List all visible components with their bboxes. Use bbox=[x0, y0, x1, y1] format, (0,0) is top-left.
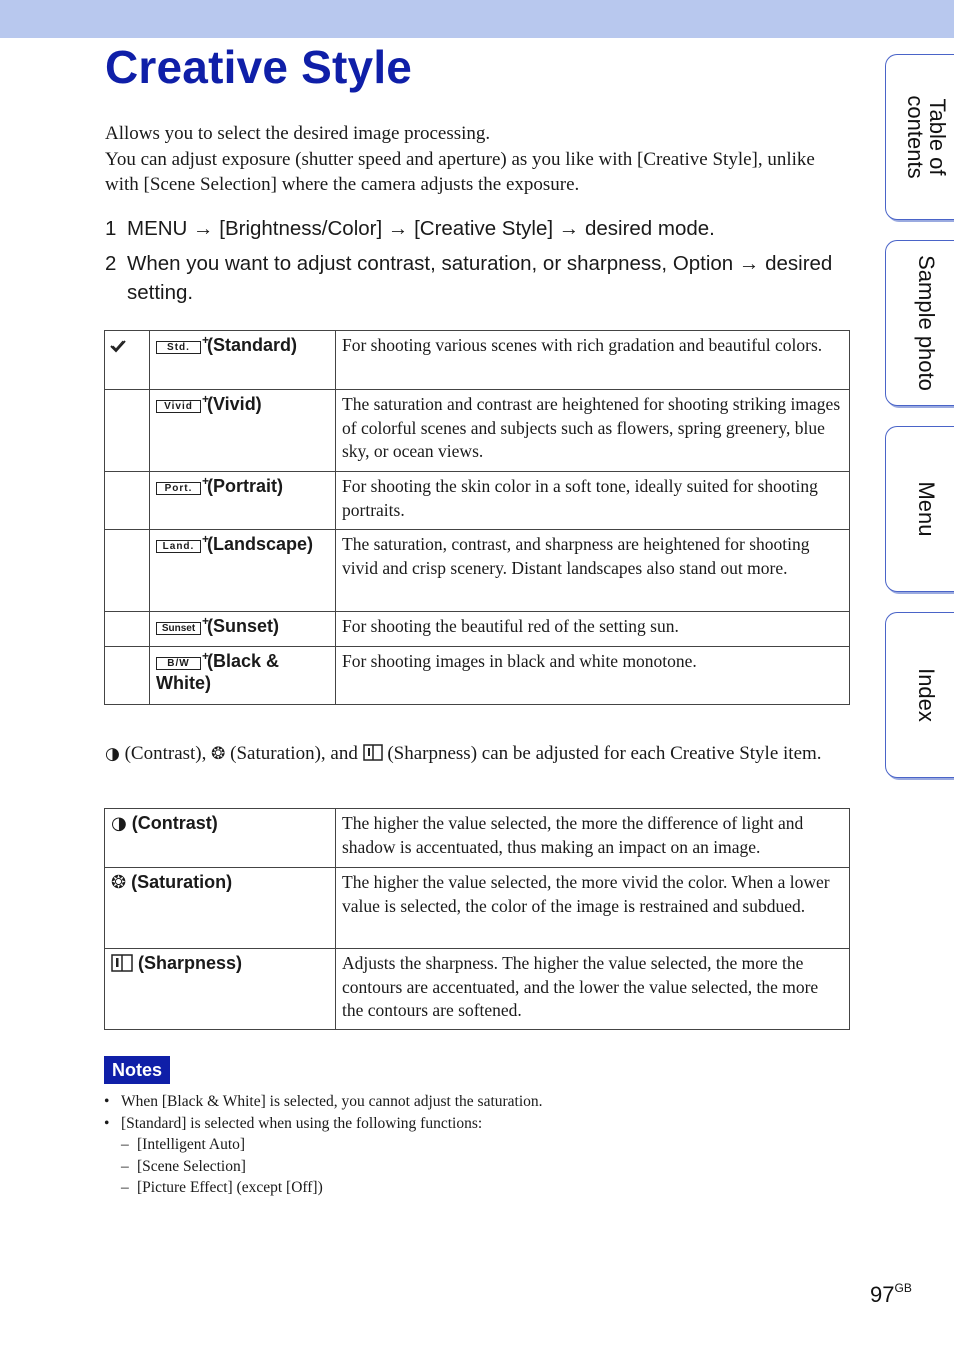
dash: – bbox=[121, 1179, 129, 1196]
note-text: When [Black & White] is selected, you cannot adjust the saturation. bbox=[121, 1093, 543, 1110]
check-icon bbox=[110, 340, 126, 357]
table-row bbox=[105, 868, 850, 949]
notes-list bbox=[104, 1091, 844, 1199]
empty-cell bbox=[105, 612, 150, 647]
adjust-name-cell bbox=[105, 868, 336, 949]
step-number: 1 bbox=[105, 217, 117, 240]
intro-text bbox=[105, 121, 845, 198]
style-description: For shooting various scenes with rich gradation and beautiful colors. bbox=[336, 331, 850, 390]
style-name-cell bbox=[150, 472, 336, 530]
creative-style-table bbox=[104, 330, 850, 705]
tab-label: Sample photo bbox=[913, 255, 939, 391]
contrast-icon: ◑ bbox=[111, 813, 127, 834]
sharpness-icon bbox=[111, 953, 138, 973]
table-row bbox=[105, 612, 850, 647]
table-row bbox=[105, 390, 850, 472]
tab-menu[interactable] bbox=[885, 426, 954, 592]
contrast-icon: ◑ bbox=[105, 744, 120, 764]
sub-list-item bbox=[104, 1134, 844, 1156]
style-description: For shooting the beautiful red of the setting sun. bbox=[336, 612, 850, 647]
steps-list bbox=[105, 214, 845, 313]
table-row bbox=[105, 472, 850, 530]
bullet: • bbox=[104, 1093, 110, 1110]
adjust-description: Adjusts the sharpness. The higher the value selected, the more the contours are accentuated, and the lower the value selected, the more the contours are softened. bbox=[336, 949, 850, 1030]
step-text: MENU → [Brightness/Color] → [Creative Style] → desired mode. bbox=[127, 217, 715, 240]
tab-label: Table of contents bbox=[902, 95, 950, 179]
intro-line: You can adjust exposure (shutter speed and aperture) as you like with [Creative Style], unlike with [Scene Selection] where the camera adjusts the exposure. bbox=[105, 148, 815, 195]
adjust-name-cell bbox=[105, 809, 336, 868]
saturation-icon: ❂ bbox=[211, 744, 226, 764]
style-name-cell bbox=[150, 647, 336, 705]
standard-mode-icon: Std. + bbox=[156, 341, 201, 354]
sub-note-text: [Intelligent Auto] bbox=[137, 1136, 246, 1153]
page-number-suffix: GB bbox=[894, 1281, 912, 1295]
adjust-name-cell bbox=[105, 949, 336, 1030]
adjust-intro-part: (Sharpness) can be adjusted for each Creative Style item. bbox=[387, 743, 822, 764]
style-name-cell bbox=[150, 612, 336, 647]
sharpness-icon bbox=[363, 743, 388, 764]
tab-label: Menu bbox=[913, 481, 939, 537]
list-item bbox=[104, 1091, 844, 1113]
adjust-label: (Sharpness) bbox=[138, 953, 243, 973]
step-number: 2 bbox=[105, 252, 117, 275]
adjust-intro bbox=[105, 741, 845, 768]
table-row bbox=[105, 530, 850, 612]
tab-index[interactable] bbox=[885, 612, 954, 778]
adjust-intro-part: (Saturation), and bbox=[230, 743, 358, 764]
tab-label: Index bbox=[913, 668, 939, 722]
adjust-description: The higher the value selected, the more the difference of light and shadow is accentuated, thus making an impact on an image. bbox=[336, 809, 850, 868]
table-row bbox=[105, 949, 850, 1030]
notes-heading: Notes bbox=[104, 1056, 170, 1084]
style-description: The saturation and contrast are heightened for shooting striking images of colorful scenes and subjects such as flowers, spring greenery, blue sky, or ocean views. bbox=[336, 390, 850, 472]
step-2 bbox=[105, 249, 845, 307]
tab-sample-photo[interactable] bbox=[885, 240, 954, 406]
style-label: (Black & White) bbox=[156, 651, 280, 693]
table-row bbox=[105, 809, 850, 868]
sub-list-item bbox=[104, 1156, 844, 1178]
dash: – bbox=[121, 1136, 129, 1153]
style-label: (Vivid) bbox=[207, 394, 262, 414]
page-number bbox=[870, 1281, 912, 1308]
style-label: (Sunset) bbox=[207, 616, 279, 636]
bullet: • bbox=[104, 1114, 110, 1132]
empty-cell bbox=[105, 530, 150, 612]
list-item bbox=[104, 1113, 844, 1135]
empty-cell bbox=[105, 647, 150, 705]
adjust-label: (Contrast) bbox=[131, 813, 218, 833]
empty-cell bbox=[105, 472, 150, 530]
style-description: The saturation, contrast, and sharpness are heightened for shooting vivid and crisp scenery. Distant landscapes also stand out more. bbox=[336, 530, 850, 612]
adjust-description: The higher the value selected, the more vivid the color. When a lower value is selected, the color of the image is restrained and subdued. bbox=[336, 868, 850, 949]
vivid-mode-icon: Vivid + bbox=[156, 400, 201, 413]
page-title: Creative Style bbox=[105, 41, 413, 93]
page-number-value: 97 bbox=[870, 1282, 895, 1307]
style-label: (Landscape) bbox=[207, 534, 314, 554]
sub-list-item bbox=[104, 1177, 844, 1199]
sub-note-text: [Scene Selection] bbox=[137, 1157, 246, 1175]
tab-table-of-contents[interactable] bbox=[885, 54, 954, 220]
style-name-cell bbox=[150, 530, 336, 612]
sub-note-text: [Picture Effect] (except [Off]) bbox=[137, 1179, 323, 1196]
table-row bbox=[105, 331, 850, 390]
saturation-icon: ❂ bbox=[111, 872, 127, 893]
note-text: [Standard] is selected when using the following functions: bbox=[121, 1114, 483, 1132]
style-description: For shooting the skin color in a soft tone, ideally suited for shooting portraits. bbox=[336, 472, 850, 530]
style-description: For shooting images in black and white monotone. bbox=[336, 647, 850, 705]
black-white-mode-icon: B/W + bbox=[156, 657, 201, 670]
adjust-label: (Saturation) bbox=[131, 872, 233, 892]
style-label: (Standard) bbox=[207, 335, 297, 355]
sunset-mode-icon: Sunset + bbox=[156, 622, 201, 635]
table-row bbox=[105, 647, 850, 705]
top-band bbox=[0, 0, 954, 38]
dash: – bbox=[121, 1157, 129, 1175]
step-text: When you want to adjust contrast, saturation, or sharpness, Option → desired setting. bbox=[127, 252, 833, 304]
empty-cell bbox=[105, 390, 150, 472]
portrait-mode-icon: Port. + bbox=[156, 482, 201, 495]
style-name-cell bbox=[150, 331, 336, 390]
intro-line: Allows you to select the desired image processing. bbox=[105, 123, 491, 144]
style-name-cell bbox=[150, 390, 336, 472]
adjustment-table bbox=[104, 808, 850, 1030]
style-label: (Portrait) bbox=[207, 476, 283, 496]
landscape-mode-icon: Land. + bbox=[156, 540, 201, 553]
default-check-cell bbox=[105, 331, 150, 390]
step-1 bbox=[105, 214, 845, 243]
adjust-intro-part: (Contrast), bbox=[124, 743, 207, 764]
